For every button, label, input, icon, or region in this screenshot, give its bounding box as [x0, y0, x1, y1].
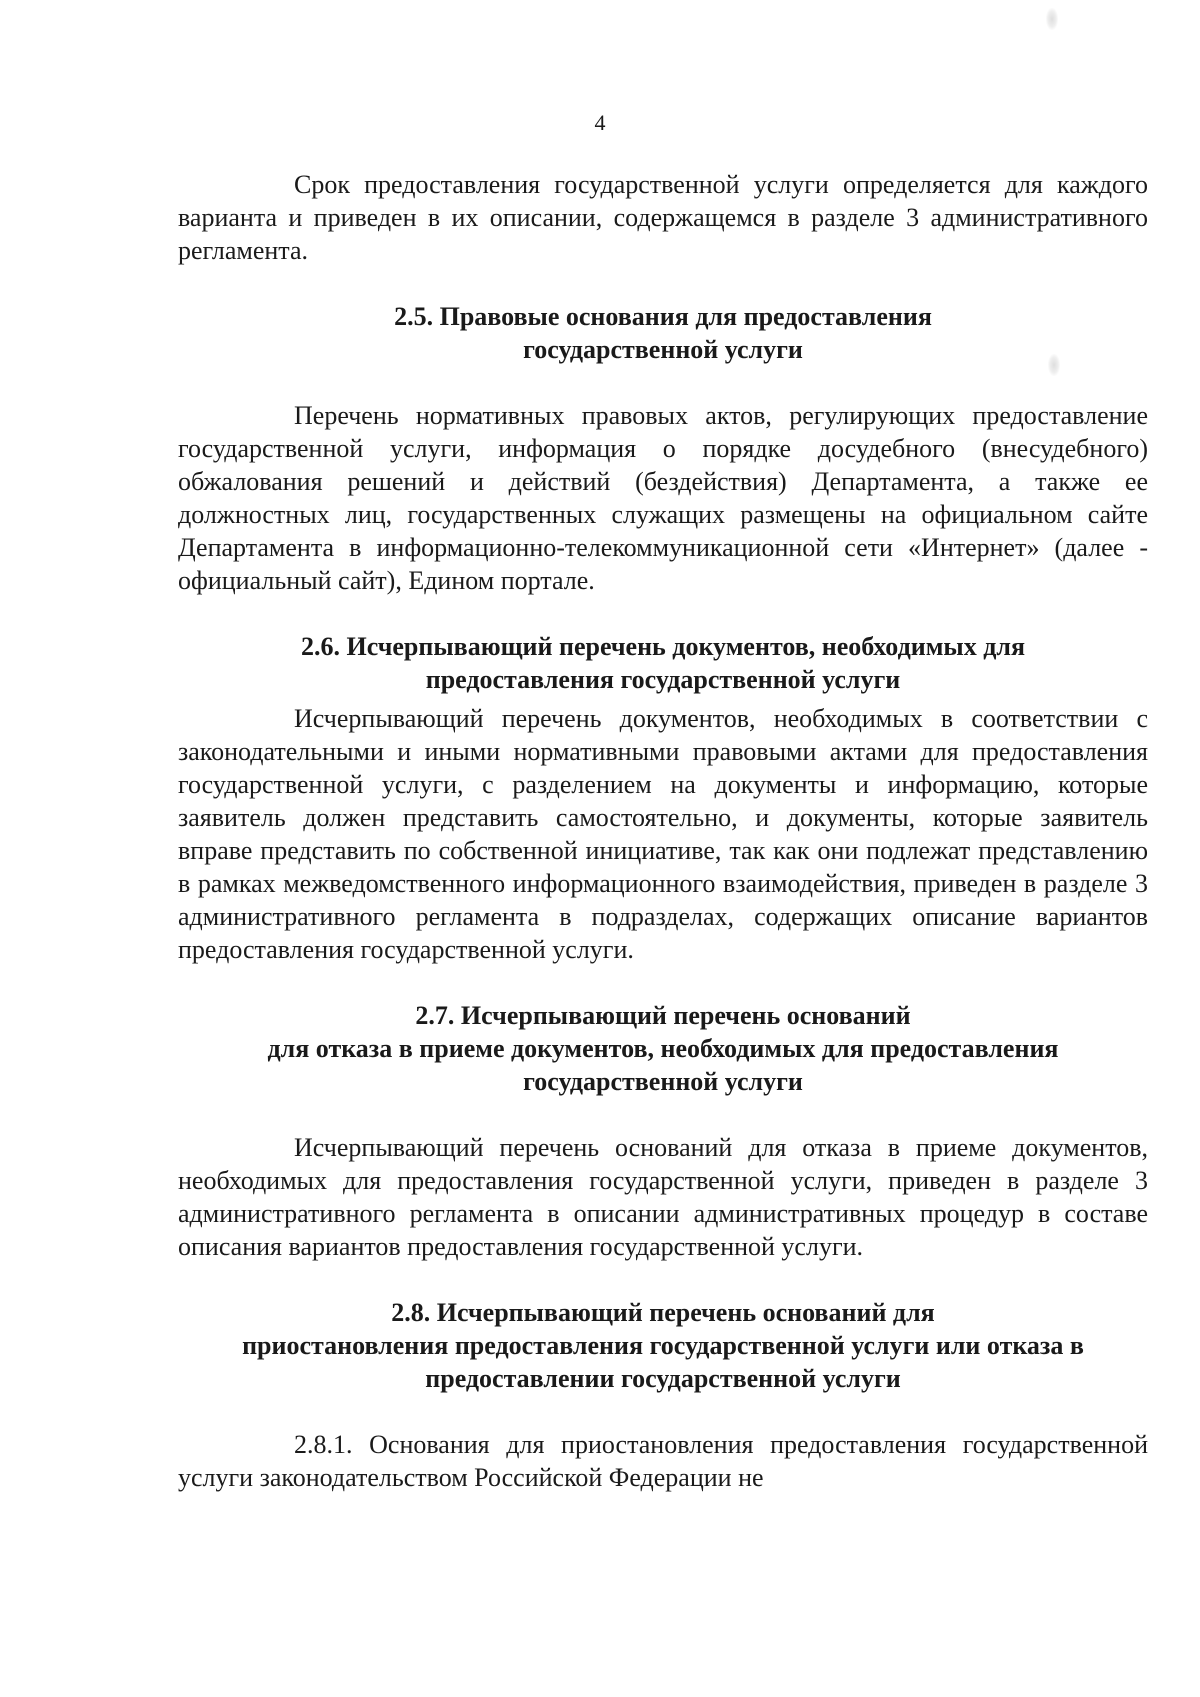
paragraph-legal-acts: Перечень нормативных правовых актов, регулирующих предоставление государственной услуги, информация о порядке досудебного (внесудебного) обжалования решений и действий (бездействия) Департамента, а также ее должностных лиц, государственных служащих размещены на официальном сайте Департамента в информационно-телекоммуникационной сети «Интернет» (далее - официальный сайт), Едином портале. — [178, 401, 1148, 595]
heading-line: 2.6. Исчерпывающий перечень документов, необходимых для — [300, 632, 1026, 661]
heading-line: 2.5. Правовые основания для предоставления — [394, 302, 932, 331]
paragraph-suspension-grounds: 2.8.1. Основания для приостановления предоставления государственной услуги законодательством Российской Федерации не — [178, 1430, 1148, 1492]
document-body — [178, 168, 1148, 1494]
section-heading-2-8 — [178, 1296, 1148, 1395]
paragraph-refusal-grounds: Исчерпывающий перечень оснований для отказа в приеме документов, необходимых для предоставления государственной услуги, приведен в разделе 3 административного регламента в описании административных процедур в составе описания вариантов предоставления государственной услуги. — [178, 1133, 1148, 1261]
paragraph-service-term: Срок предоставления государственной услуги определяется для каждого варианта и приведен в их описании, содержащемся в разделе 3 административного регламента. — [178, 170, 1148, 265]
heading-line: предоставлении государственной услуги — [425, 1364, 901, 1393]
section-heading-2-6 — [178, 630, 1148, 696]
scan-artifact — [1046, 8, 1058, 30]
heading-line: предоставления государственной услуги — [425, 665, 901, 694]
heading-line: 2.7. Исчерпывающий перечень оснований — [415, 1001, 911, 1030]
section-heading-2-7 — [178, 999, 1148, 1098]
heading-line: государственной услуги — [523, 1067, 803, 1096]
heading-line: государственной услуги — [523, 335, 803, 364]
page-number: 4 — [594, 110, 606, 135]
heading-line: 2.8. Исчерпывающий перечень оснований для — [391, 1298, 935, 1327]
heading-line: приостановления предоставления государственной услуги или отказа в — [242, 1331, 1084, 1360]
section-heading-2-5 — [178, 300, 1148, 366]
heading-line: для отказа в приеме документов, необходимых для предоставления — [267, 1034, 1059, 1063]
paragraph-documents-list: Исчерпывающий перечень документов, необходимых в соответствии с законодательными и иными нормативными правовыми актами для предоставления государственной услуги, с разделением на документы и информацию, которые заявитель должен представить самостоятельно, и документы, которые заявитель вправе представить по собственной инициативе, так как они подлежат представлению в рамках межведомственного информационного взаимодействия, приведен в разделе 3 административного регламента в подразделах, содержащих описание вариантов предоставления государственной услуги. — [178, 704, 1148, 964]
